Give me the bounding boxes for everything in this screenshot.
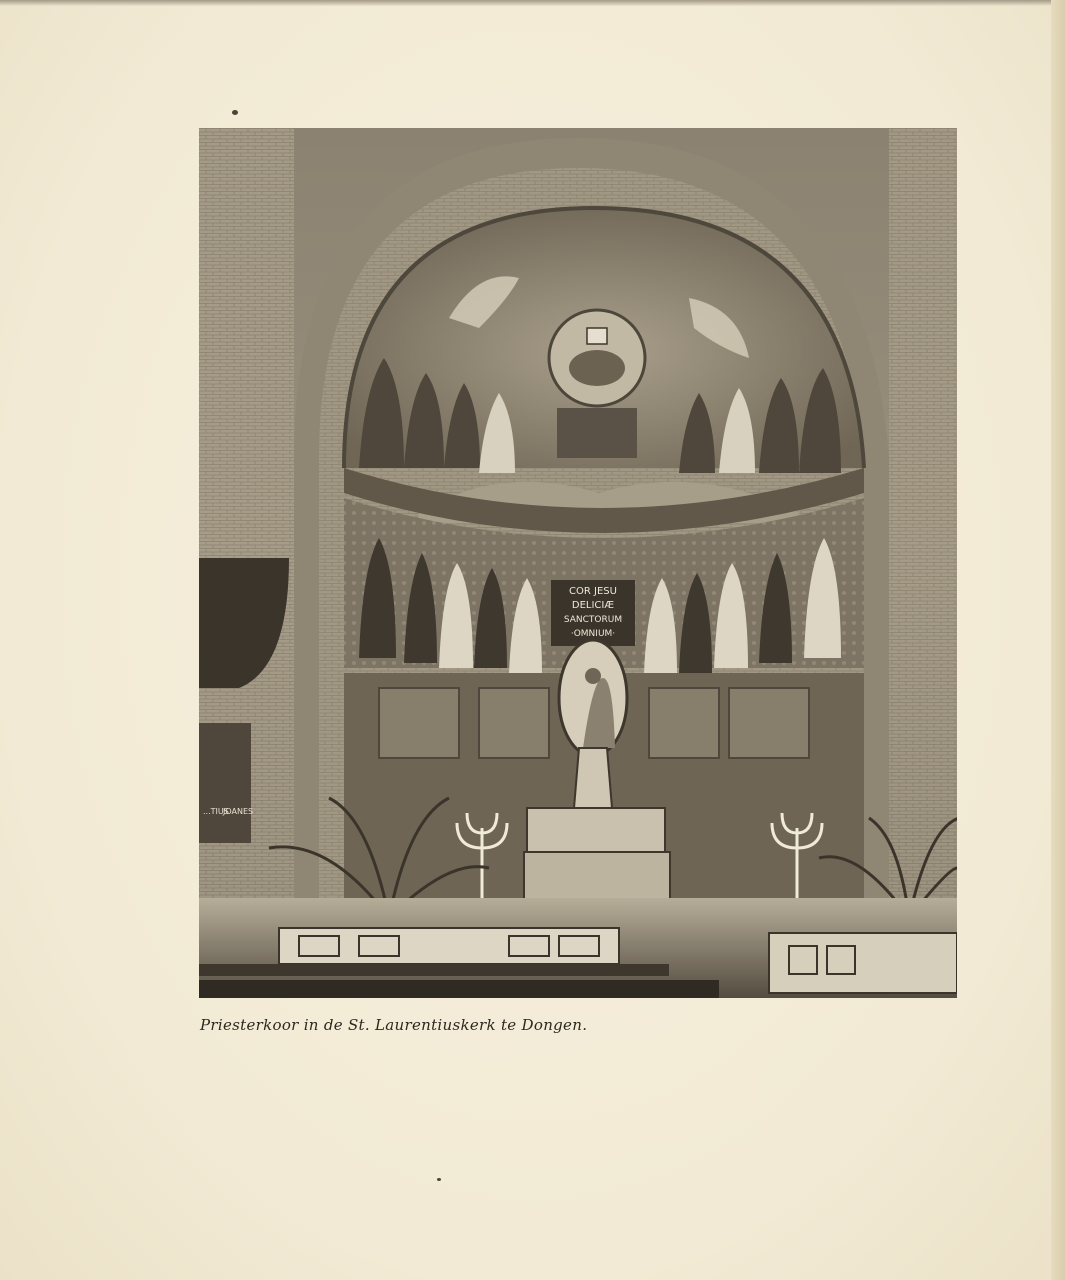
church-choir-photograph [199, 128, 957, 998]
inscription-line-1: COR JESU [569, 586, 617, 597]
pew-back [199, 980, 719, 998]
altar-table [524, 852, 670, 902]
tomb-label-left: ...TIUS [203, 807, 229, 816]
lamb-figure [569, 350, 625, 386]
dome-altar [557, 408, 637, 458]
page-top-edge [0, 0, 1065, 6]
tomb-label-right: JOANES [223, 807, 254, 816]
page-right-edge [1051, 0, 1065, 1280]
banner-flag [587, 328, 607, 344]
photo-caption: Priesterkoor in de St. Laurentiuskerk te Dongen. [200, 1016, 588, 1034]
communion-rail-right [769, 933, 957, 993]
paper-speck [437, 1178, 441, 1181]
altar-retable [527, 808, 665, 852]
pulpit-body [199, 723, 254, 843]
paper-speck [232, 110, 238, 115]
inscription-line-3: SANCTORUM [563, 615, 623, 625]
christ-head [585, 668, 601, 684]
inscription-line-2: DELICIÆ [571, 600, 615, 611]
pew-front [199, 964, 669, 976]
inscription-line-4: ·OMNIUM· [570, 629, 616, 639]
communion-rail-left [279, 928, 619, 964]
